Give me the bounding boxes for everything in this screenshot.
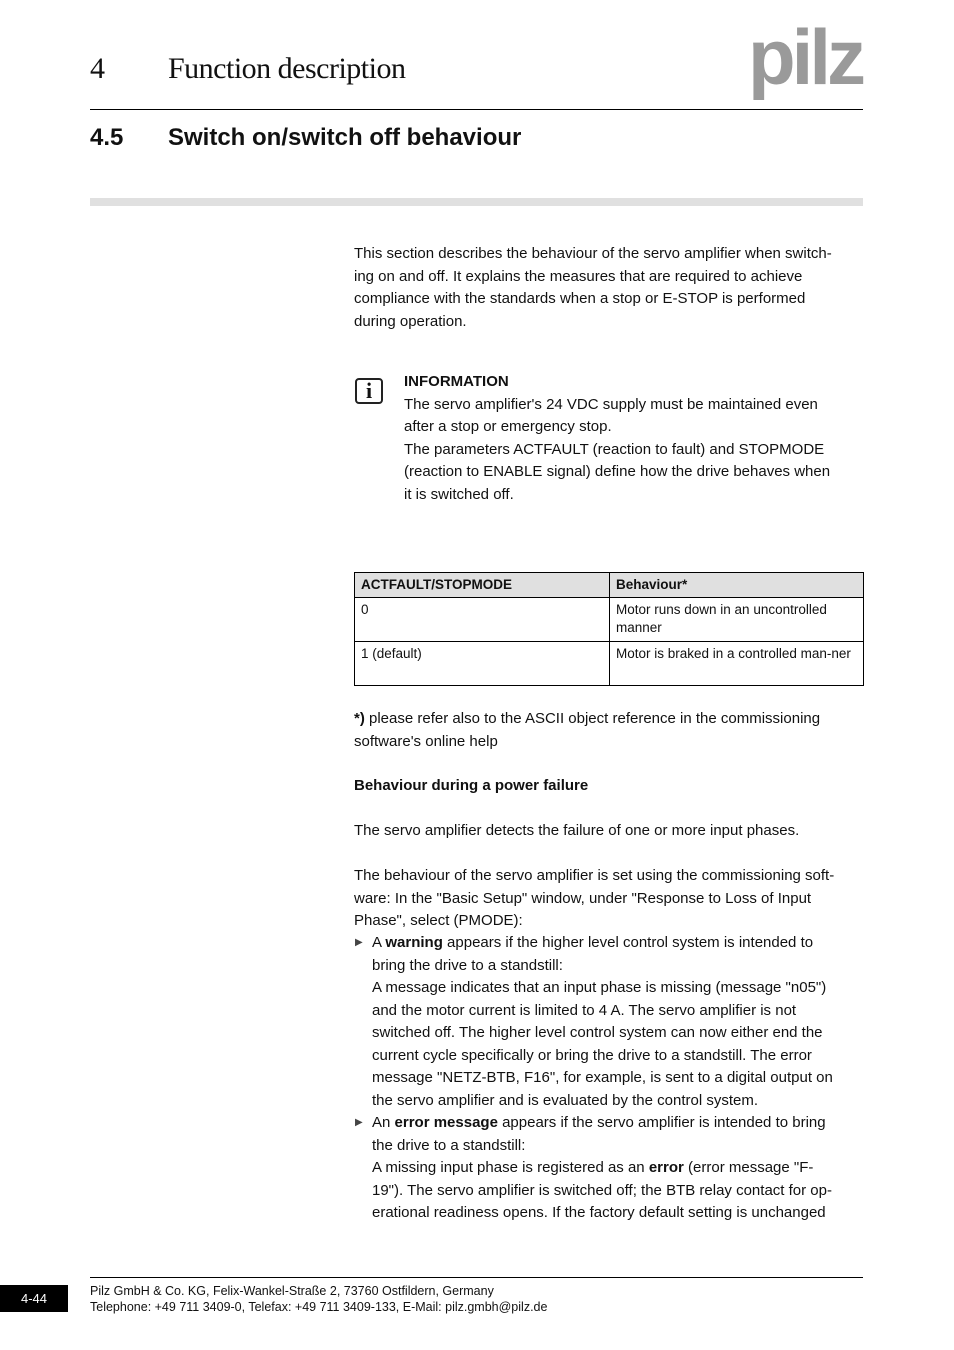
footnote-mark: *) — [354, 710, 365, 727]
text-line: bring the drive to a standstill: — [372, 956, 563, 974]
info-title: INFORMATION — [404, 373, 509, 390]
info-box — [404, 371, 830, 506]
text-line: This section describes the behaviour of the servo amplifier when switch- — [354, 245, 832, 262]
footer-rule — [90, 1277, 863, 1278]
text: appears if the servo amplifier is intended to bring — [497, 1114, 826, 1131]
text-line: please refer also to the ASCII object reference in the commissioning — [364, 710, 821, 727]
bullet-item — [355, 1112, 832, 1225]
text-line: The parameters ACTFAULT (reaction to fault) and STOPMODE — [404, 440, 825, 458]
text-line: The behaviour of the servo amplifier is set using the commissioning soft- — [354, 867, 835, 884]
bold-text: warning — [385, 934, 443, 951]
section-number: 4.5 — [90, 124, 124, 151]
table-cell: 0 — [355, 598, 610, 642]
table-row — [355, 598, 864, 642]
text: A — [372, 934, 386, 951]
text-line: it is switched off. — [404, 485, 514, 503]
bold-text: error — [648, 1159, 684, 1176]
text: appears if the higher level control system is intended to — [442, 934, 814, 951]
text-line: message "NETZ-BTB, F16", for example, is sent to a digital output on — [372, 1069, 833, 1086]
page-number: 4-44 — [0, 1285, 68, 1312]
text: A missing input phase is registered as an — [372, 1159, 649, 1176]
table-cell: Motor is braked in a controlled man-ner — [610, 642, 864, 686]
bullet-arrow-icon: ▶ — [355, 937, 363, 948]
text-line: 19"). The servo amplifier is switched off; the BTB relay contact for op- — [372, 1181, 832, 1199]
chapter-number: 4 — [90, 52, 105, 85]
intro-paragraph — [354, 243, 832, 333]
text-line: ware: In the "Basic Setup" window, under "Response to Loss of Input — [354, 889, 812, 907]
footnote — [354, 708, 820, 753]
chapter-title: Function description — [168, 52, 406, 85]
section-divider — [90, 198, 863, 206]
pilz-logo: pilz — [748, 13, 862, 101]
bullet-arrow-icon: ▶ — [355, 1117, 363, 1128]
text-line: software's online help — [354, 732, 498, 750]
table-cell: Motor runs down in an uncontrolled manner — [610, 598, 864, 642]
text-line: after a stop or emergency stop. — [404, 418, 612, 435]
paragraph: The servo amplifier detects the failure of one or more input phases. — [354, 822, 800, 839]
behaviour-table — [354, 572, 864, 686]
text-line: erational readiness opens. If the factory default setting is unchanged — [372, 1204, 826, 1221]
footer-address — [90, 1283, 547, 1315]
bold-text: error message — [394, 1114, 498, 1131]
text-line: during operation. — [354, 312, 467, 330]
table-row — [355, 642, 864, 686]
text-line: Phase", select (PMODE): — [354, 912, 523, 929]
text-line: the servo amplifier and is evaluated by the control system. — [372, 1091, 759, 1109]
column-header: ACTFAULT/STOPMODE — [355, 573, 610, 598]
info-icon: i — [355, 378, 383, 404]
column-header: Behaviour* — [610, 573, 864, 598]
text-line: switched off. The higher level control system can now either end the — [372, 1024, 823, 1041]
table-cell: 1 (default) — [355, 642, 610, 686]
text-line: compliance with the standards when a stop or E-STOP is performed — [354, 290, 806, 307]
text-line: current cycle specifically or bring the drive to a standstill. The error — [372, 1046, 812, 1064]
table-header-row — [355, 573, 864, 598]
text: (error message "F- — [683, 1159, 814, 1176]
subheading: Behaviour during a power failure — [354, 777, 589, 794]
footer-line: Pilz GmbH & Co. KG, Felix-Wankel-Straße 2, 73760 Ostfildern, Germany — [90, 1284, 494, 1298]
text-line: and the motor current is limited to 4 A. The servo amplifier is not — [372, 1001, 797, 1019]
text-line: the drive to a standstill: — [372, 1136, 526, 1154]
header-rule — [90, 109, 863, 110]
text: An — [372, 1114, 395, 1131]
text-line: (reaction to ENABLE signal) define how the drive behaves when — [404, 463, 831, 480]
footer-line: Telephone: +49 711 3409-0, Telefax: +49 711 3409-133, E-Mail: pilz.gmbh@pilz.de — [90, 1300, 548, 1314]
bullet-item — [355, 932, 833, 1112]
section-title: Switch on/switch off behaviour — [168, 124, 522, 151]
text-line: ing on and off. It explains the measures that are required to achieve — [354, 267, 803, 285]
text-line: The servo amplifier's 24 VDC supply must be maintained even — [404, 395, 818, 413]
paragraph — [354, 865, 834, 933]
text-line: A message indicates that an input phase is missing (message "n05") — [372, 979, 827, 996]
